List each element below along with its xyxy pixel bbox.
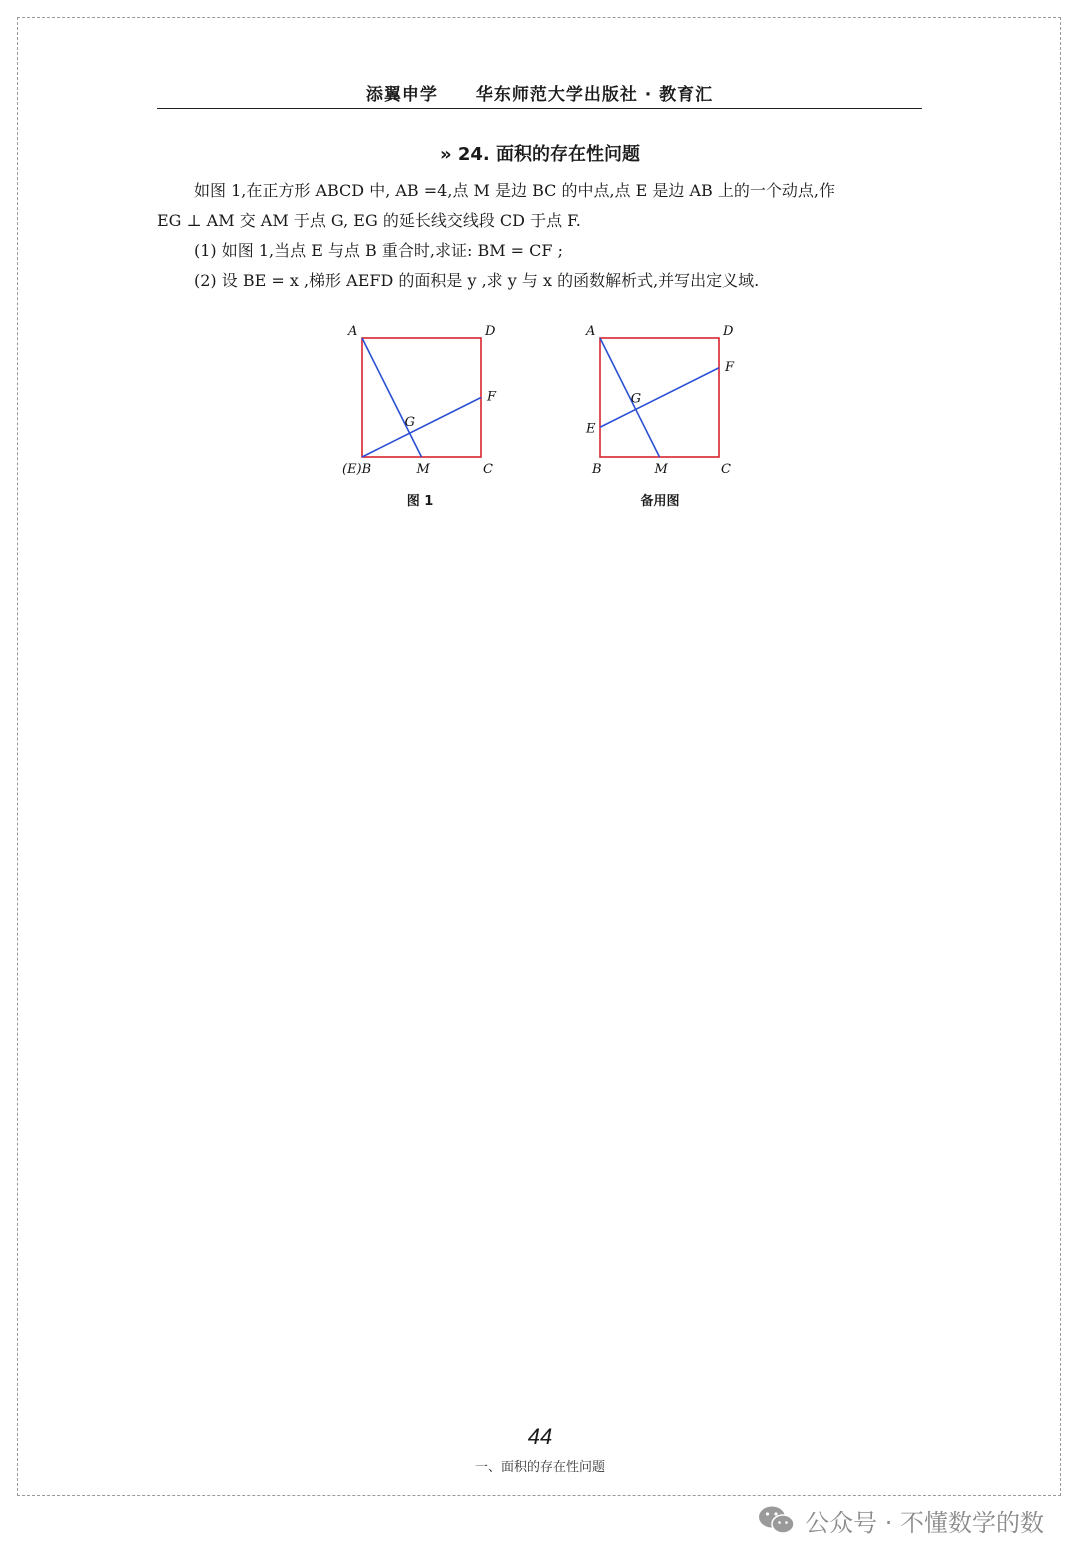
label-b: (E)B <box>342 462 372 477</box>
problem-part2: (2) 设 BE = x ,梯形 AEFD 的面积是 y ,求 y 与 x 的函数解析式,并写出定义域. <box>194 271 760 290</box>
label-m: M <box>654 462 668 477</box>
figure-backup <box>568 318 758 483</box>
watermark <box>757 1500 1044 1540</box>
label-e: E <box>586 421 596 437</box>
label-f: F <box>487 389 497 405</box>
label-b: B <box>592 462 602 477</box>
header-publisher: 华东师范大学出版社 · 教育汇 <box>475 85 714 105</box>
label-f: F <box>725 359 735 375</box>
square-abcd <box>362 338 481 457</box>
title-text: 24. 面积的存在性问题 <box>457 144 641 165</box>
problem-part1: (1) 如图 1,当点 E 与点 B 重合时,求证: BM = CF ; <box>194 241 563 260</box>
figure-1-caption: 图 1 <box>406 494 434 509</box>
title-marker-icon: » <box>439 144 452 165</box>
problem-intro-line2: EG ⊥ AM 交 AM 于点 G, EG 的延长线交线段 CD 于点 F. <box>157 211 581 230</box>
label-a: A <box>348 324 358 339</box>
figure-backup-caption: 备用图 <box>640 494 680 509</box>
footer-section-title: 一、面积的存在性问题 <box>474 1460 605 1475</box>
figure-1-diagram <box>330 318 520 483</box>
problem-body <box>157 176 927 296</box>
watermark-text: 公众号 · 不懂数学的数 <box>805 1508 1044 1537</box>
label-d: D <box>723 324 734 339</box>
label-c: C <box>483 462 493 477</box>
label-d: D <box>485 324 496 339</box>
label-m: M <box>416 462 430 477</box>
page-number: 44 <box>527 1424 553 1449</box>
segment-ef <box>600 368 719 428</box>
figure-1 <box>330 318 520 483</box>
segment-am <box>362 338 422 457</box>
figure-backup-diagram <box>568 318 758 483</box>
label-g: G <box>404 415 415 431</box>
problem-title <box>0 140 1080 166</box>
header-series: 添翼申学 <box>365 85 438 105</box>
label-a: A <box>586 324 596 339</box>
wechat-icon <box>757 1504 797 1536</box>
label-g: G <box>630 391 642 407</box>
segment-ef <box>362 398 481 458</box>
label-c: C <box>721 462 731 477</box>
problem-intro-line1: 如图 1,在正方形 ABCD 中, AB =4,点 M 是边 BC 的中点,点 E 是边 AB 上的一个动点,作 <box>194 181 835 200</box>
page-header <box>157 80 922 109</box>
